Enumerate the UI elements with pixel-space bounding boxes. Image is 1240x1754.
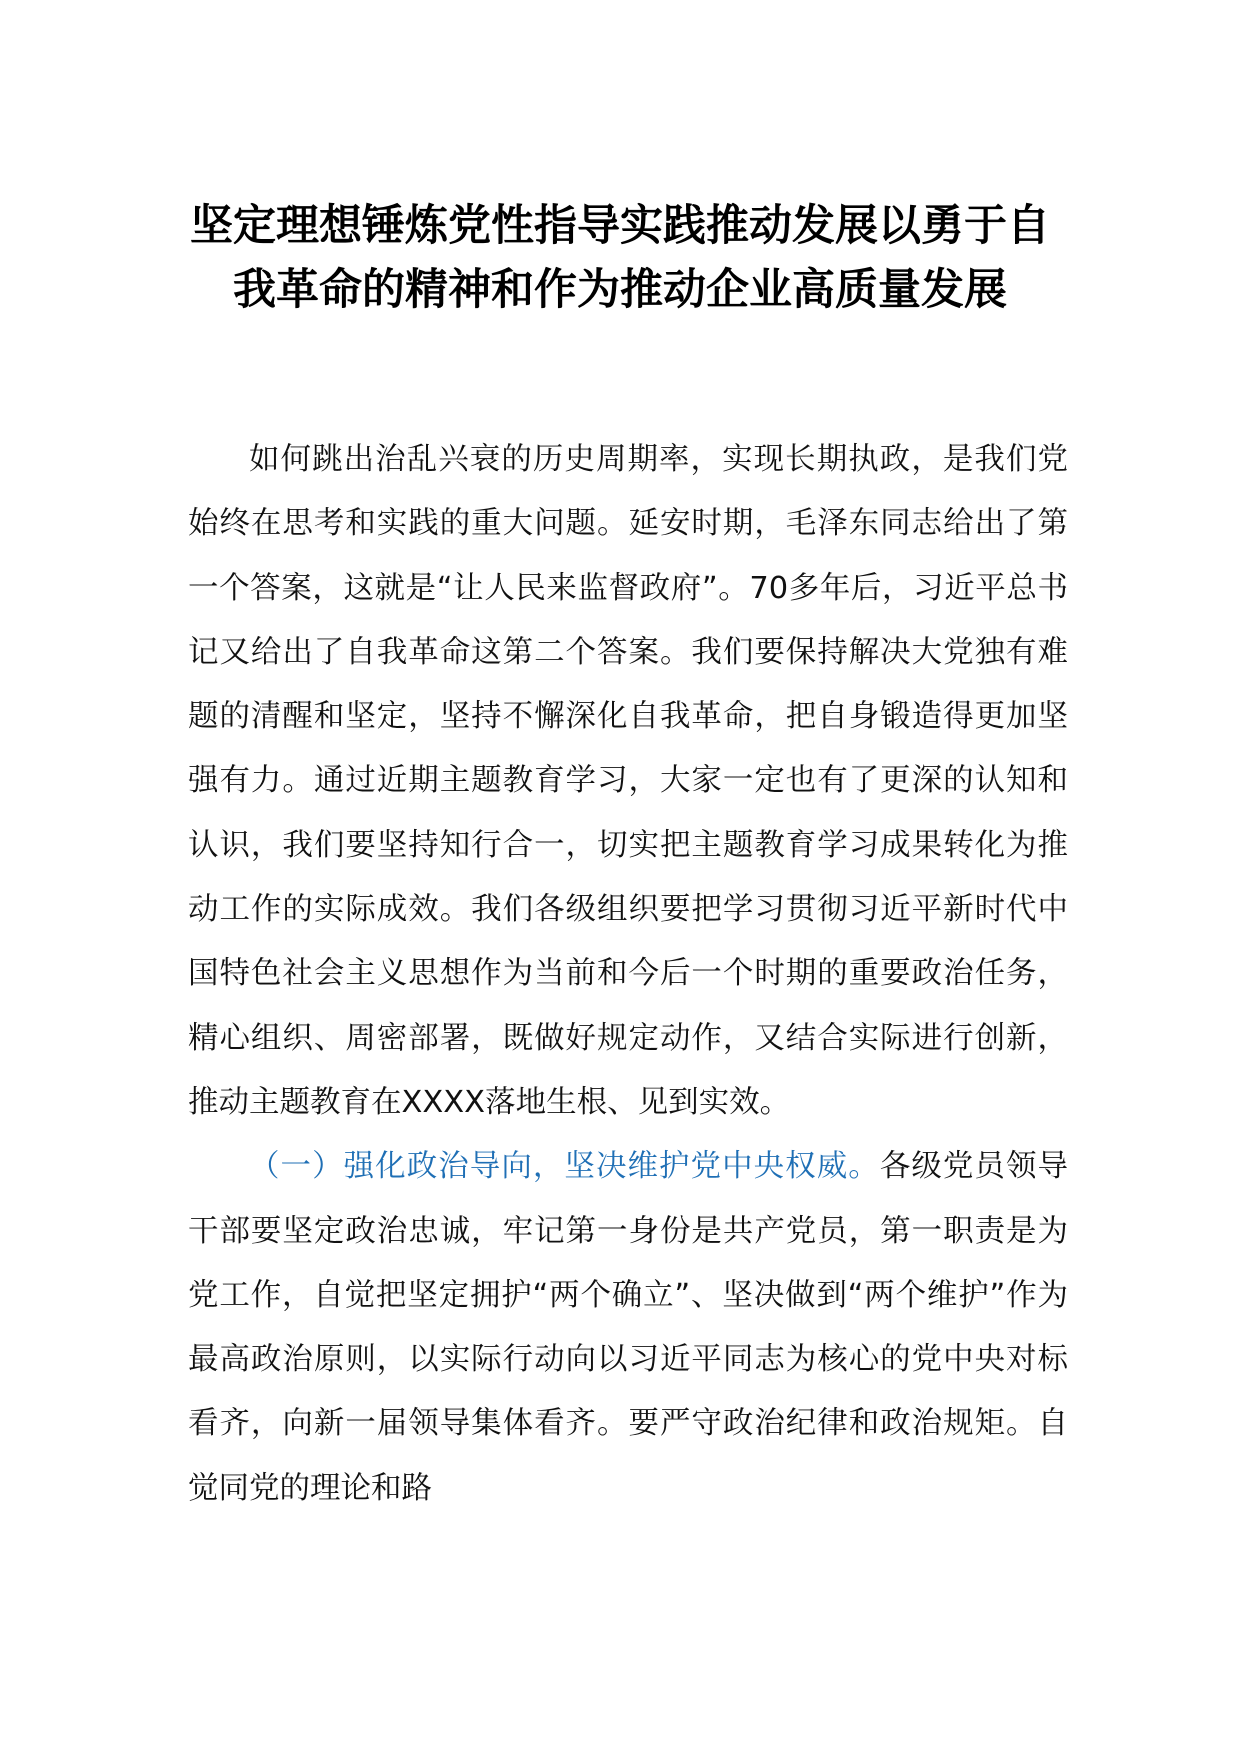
section-heading: （一）强化政治导向，坚决维护党中央权威。: [249, 1149, 880, 1185]
document-body: [188, 428, 1068, 1521]
paragraph-intro-text: 如何跳出治乱兴衰的历史周期率，实现长期执政，是我们党始终在思考和实践的重大问题。延安时期，毛泽东同志给出了第一个答案，这就是“让人民来监督政府”。70多年后，习近平总书记又给出了自我革命这第二个答案。我们要保持解决大党独有难题的清醒和坚定，坚持不懈深化自我革命，把自身锻造得更加坚强有力。通过近期主题教育学习，大家一定也有了更深的认知和认识，我们要坚持知行合一，切实把主题教育学习成果转化为推动工作的实际成效。我们各级组织要把学习贯彻习近平新时代中国特色社会主义思想作为当前和今后一个时期的重要政治任务，精心组织、周密部署，既做好规定动作，又结合实际进行创新，推动主题教育在XXXX落地生根、见到实效。: [188, 442, 1068, 1120]
paragraph-intro: [188, 428, 1068, 1135]
paragraph-section-1: [188, 1135, 1068, 1521]
section-text: 各级党员领导干部要坚定政治忠诚，牢记第一身份是共产党员，第一职责是为党工作，自觉把坚定拥护“两个确立”、坚决做到“两个维护”作为最高政治原则，以实际行动向以习近平同志为核心的党中央对标看齐，向新一届领导集体看齐。要严守政治纪律和政治规矩。自觉同党的理论和路: [188, 1149, 1069, 1506]
document-title: 坚定理想锤炼党性指导实践推动发展以勇于自我革命的精神和作为推动企业高质量发展: [190, 201, 1050, 315]
